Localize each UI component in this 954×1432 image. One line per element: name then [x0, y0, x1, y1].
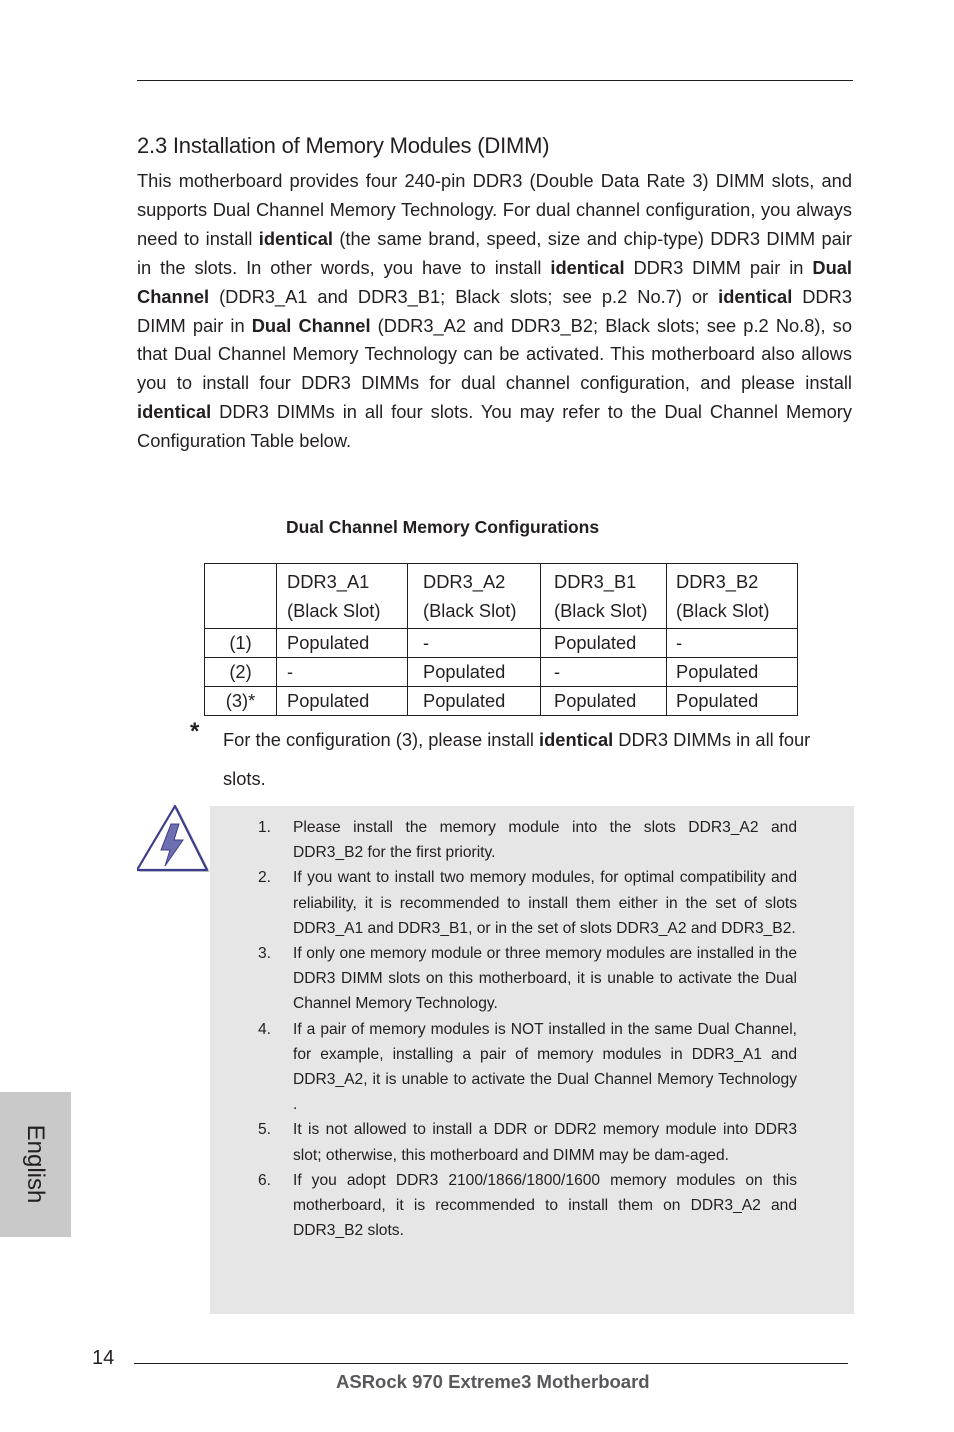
note-item [258, 1117, 797, 1167]
text-run: (DDR3_A2 and DDR3_B2; Black slots; see p.2 No.8), so that Dual Channel Memory Technology can be activated. This motherboard also allows you to install four DDR3 DIMMs for dual channel configuration, and please install [137, 314, 852, 394]
table-cell: Populated [408, 658, 541, 687]
top-rule [137, 80, 853, 81]
slot-name: DDR3_A2 [423, 571, 506, 592]
note-number: 5. [258, 1121, 272, 1139]
emphasis-text: Dual Channel [137, 256, 852, 307]
note-item [258, 865, 797, 941]
note-item [258, 1017, 797, 1118]
bottom-rule [134, 1363, 848, 1364]
text-run: (DDR3_A1 and DDR3_B1; Black slots; see p.2 No.7) or [209, 285, 719, 307]
caution-notes-list [258, 815, 797, 1243]
table-row [205, 658, 798, 687]
text-run: DDR3 DIMMs in all four slots. You may refer to the Dual Channel Memory Configuration Table below. [137, 401, 852, 452]
text-run: (the same brand, speed, size and chip-type) DDR3 DIMM pair in the slots. In other words, you have to install [137, 227, 852, 278]
note-number: 2. [258, 869, 272, 887]
row-label: (1) [205, 629, 277, 658]
page-number: 14 [92, 1347, 115, 1369]
memory-config-table [204, 563, 798, 716]
language-label: English [22, 1124, 49, 1204]
table-header-row [205, 564, 798, 629]
text-run: DDR3 DIMM pair in [624, 256, 813, 278]
row-label: (3)* [205, 687, 277, 716]
slot-type: (Black Slot) [676, 600, 770, 621]
text-run: DDR3 DIMM pair in [137, 285, 853, 336]
intro-paragraph [137, 167, 852, 456]
section-title: 2.3 Installation of Memory Modules (DIMM) [137, 133, 550, 158]
slot-name: DDR3_B1 [554, 571, 637, 592]
table-row [205, 687, 798, 716]
table-cell: - [408, 629, 541, 658]
note-text: If you want to install two memory modules, for optimal compatibility and reliability, it is recommended to install them either in the set of slots DDR3_A1 and DDR3_B1, or in the set of slots DDR3_A2 and DDR3_B2. [293, 869, 797, 937]
header-empty-cell [205, 564, 277, 629]
text-run: For the configuration (3), please install [223, 729, 540, 750]
note-text: Please install the memory module into the slots DDR3_A2 and DDR3_B2 for the first priority. [293, 819, 797, 862]
table-row [205, 629, 798, 658]
warning-triangle-lightning-icon [137, 804, 211, 874]
table-cell: - [277, 658, 408, 687]
slot-name: DDR3_A1 [287, 571, 370, 592]
footnote-asterisk: * [190, 718, 200, 745]
row-label: (2) [205, 658, 277, 687]
slot-type: (Black Slot) [554, 600, 648, 621]
table-cell: Populated [541, 629, 667, 658]
slot-type: (Black Slot) [423, 600, 517, 621]
note-text: If a pair of memory modules is NOT installed in the same Dual Channel, for example, installing a pair of memory modules in DDR3_A1 and DDR3_A2, it is unable to activate the Dual Channel Memory Technology . [293, 1020, 797, 1114]
table-caption: Dual Channel Memory Configurations [286, 517, 600, 537]
table-cell: Populated [408, 687, 541, 716]
table-cell: - [541, 658, 667, 687]
table-cell: Populated [541, 687, 667, 716]
text-run: DDR3 DIMMs in all four slots. [223, 729, 811, 789]
note-text: It is not allowed to install a DDR or DDR2 memory module into DDR3 slot; otherwise, this motherboard and DIMM may be dam-aged. [293, 1121, 797, 1164]
table-cell: Populated [277, 629, 408, 658]
table-cell: Populated [667, 687, 798, 716]
table-cell: - [667, 629, 798, 658]
emphasis-text: identical [718, 285, 793, 307]
emphasis-text: identical [258, 227, 333, 249]
footer-title: ASRock 970 Extreme3 Motherboard [336, 1371, 650, 1392]
note-number: 3. [258, 945, 272, 963]
slot-type: (Black Slot) [287, 600, 381, 621]
emphasis-text: Dual Channel [251, 314, 371, 336]
note-item [258, 941, 797, 1017]
emphasis-text: identical [550, 256, 625, 278]
table-cell: Populated [667, 658, 798, 687]
header-cell [277, 564, 408, 629]
emphasis-text: identical [137, 401, 212, 423]
header-cell [408, 564, 541, 629]
text-run: This motherboard provides four 240-pin DDR3 (Double Data Rate 3) DIMM slots, and supports Dual Channel Memory Technology. For dual channel configuration, you always need to install [137, 170, 852, 249]
table-cell: Populated [277, 687, 408, 716]
note-text: If you adopt DDR3 2100/1866/1800/1600 memory modules on this motherboard, it is recommended to install them on DDR3_A2 and DDR3_B2 slots. [293, 1171, 797, 1240]
header-cell [667, 564, 798, 629]
note-number: 1. [258, 819, 272, 836]
slot-name: DDR3_B2 [676, 571, 759, 592]
note-item [258, 1168, 797, 1244]
note-number: 4. [258, 1020, 272, 1038]
footnote-text [223, 720, 848, 798]
note-number: 6. [258, 1171, 272, 1189]
emphasis-text: identical [539, 729, 614, 750]
header-cell [541, 564, 667, 629]
note-item [258, 815, 797, 865]
note-text: If only one memory module or three memory modules are installed in the DDR3 DIMM slots on this motherboard, it is unable to activate the Dual Channel Memory Technology. [293, 945, 797, 1013]
